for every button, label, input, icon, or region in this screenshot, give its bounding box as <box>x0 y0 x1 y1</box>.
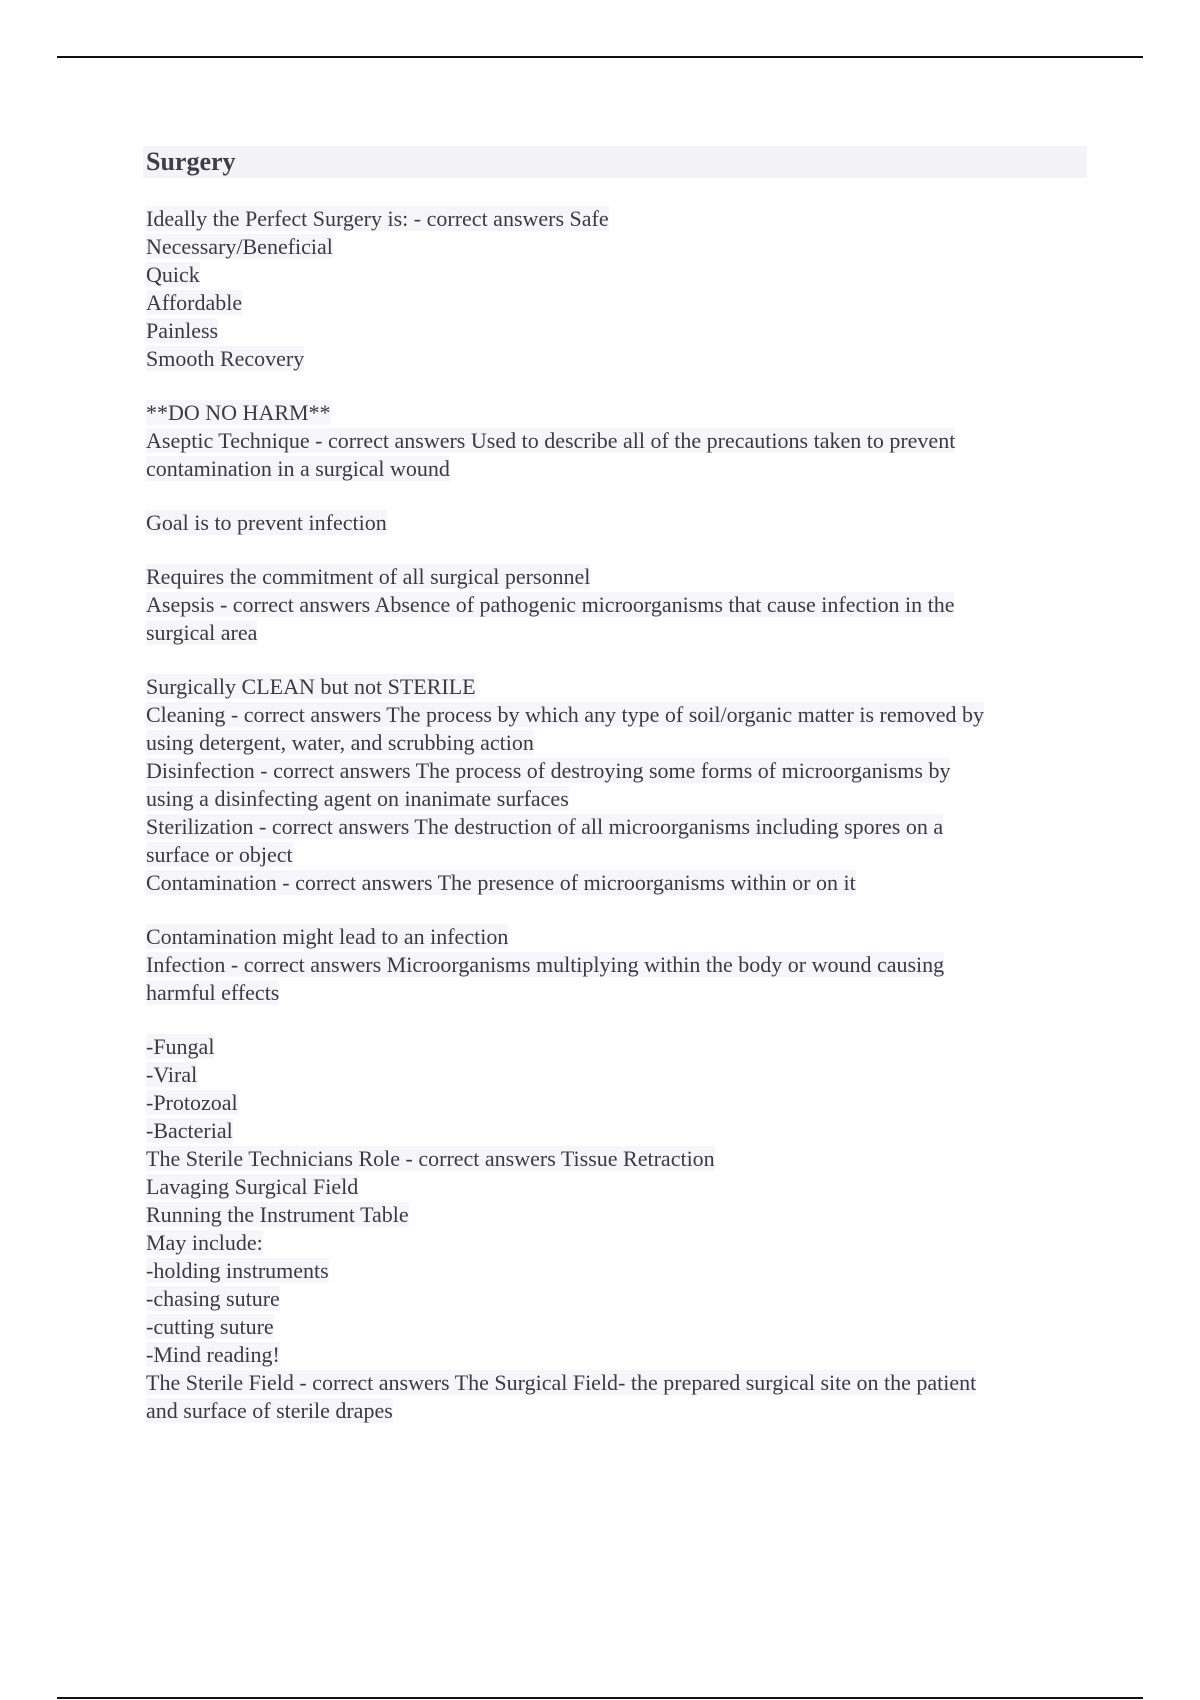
document-line <box>146 673 1086 701</box>
document-line <box>146 701 1086 729</box>
document-line <box>146 841 1086 869</box>
document-line <box>146 869 1086 897</box>
document-line <box>146 1173 1086 1201</box>
top-rule <box>57 56 1143 58</box>
paragraph-gap <box>146 537 1086 563</box>
document-line-text: The Sterile Technicians Role - correct answers Tissue Retraction <box>146 1146 715 1171</box>
document-line-text: Asepsis - correct answers Absence of pathogenic microorganisms that cause infection in the <box>146 592 955 617</box>
document-line <box>146 757 1086 785</box>
document-line-text: surface or object <box>146 842 293 867</box>
bottom-rule <box>57 1697 1143 1699</box>
paragraph-gap <box>146 647 1086 673</box>
document-line-text: and surface of sterile drapes <box>146 1398 393 1423</box>
document-line-text: -Mind reading! <box>146 1342 280 1367</box>
document-body <box>146 205 1086 1425</box>
paragraph-gap <box>146 373 1086 399</box>
document-line <box>146 1033 1086 1061</box>
document-line-text: -chasing suture <box>146 1286 280 1311</box>
document-line-text: Disinfection - correct answers The process of destroying some forms of microorganisms by <box>146 758 951 783</box>
document-line-text: Sterilization - correct answers The destruction of all microorganisms including spores on a <box>146 814 944 839</box>
document-line <box>146 317 1086 345</box>
document-line-text: Affordable <box>146 290 243 315</box>
document-line-text: The Sterile Field - correct answers The Surgical Field- the prepared surgical site on the patient <box>146 1370 977 1395</box>
document-line <box>146 563 1086 591</box>
document-line <box>146 1285 1086 1313</box>
paragraph-gap <box>146 483 1086 509</box>
document-line-text: Smooth Recovery <box>146 346 305 371</box>
page-title: Surgery <box>146 147 236 176</box>
document-line <box>146 261 1086 289</box>
document-line <box>146 233 1086 261</box>
document-line <box>146 1061 1086 1089</box>
document-line <box>146 1369 1086 1397</box>
document-line-text: Necessary/Beneficial <box>146 234 333 259</box>
document-line-text: -Viral <box>146 1062 198 1087</box>
document-line <box>146 619 1086 647</box>
document-line <box>146 813 1086 841</box>
document-line <box>146 289 1086 317</box>
document-line <box>146 1145 1086 1173</box>
document-line-text: May include: <box>146 1230 263 1255</box>
document-line-text: -holding instruments <box>146 1258 329 1283</box>
document-line-text: Lavaging Surgical Field <box>146 1174 359 1199</box>
document-line <box>146 509 1086 537</box>
document-line <box>146 1117 1086 1145</box>
document-line-text: -Bacterial <box>146 1118 233 1143</box>
document-line-text: -cutting suture <box>146 1314 274 1339</box>
document-line <box>146 455 1086 483</box>
document-line-text: Goal is to prevent infection <box>146 510 387 535</box>
document-line-text: using detergent, water, and scrubbing action <box>146 730 534 755</box>
document-line-text: **DO NO HARM** <box>146 400 331 425</box>
document-line <box>146 345 1086 373</box>
document-line <box>146 1229 1086 1257</box>
document-line <box>146 951 1086 979</box>
document-line-text: Aseptic Technique - correct answers Used to describe all of the precautions taken to prevent <box>146 428 956 453</box>
document-line <box>146 1341 1086 1369</box>
document-line-text: Contamination might lead to an infection <box>146 924 509 949</box>
document-line-text: Contamination - correct answers The presence of microorganisms within or on it <box>146 870 856 895</box>
document-line-text: Surgically CLEAN but not STERILE <box>146 674 476 699</box>
document-line-text: -Fungal <box>146 1034 215 1059</box>
document-line-text: -Protozoal <box>146 1090 238 1115</box>
document-line <box>146 1257 1086 1285</box>
document-line-text: Infection - correct answers Microorganisms multiplying within the body or wound causing <box>146 952 945 977</box>
document-line-text: Requires the commitment of all surgical personnel <box>146 564 591 589</box>
document-line <box>146 923 1086 951</box>
document-line-text: Quick <box>146 262 200 287</box>
document-line <box>146 785 1086 813</box>
document-line-text: Running the Instrument Table <box>146 1202 409 1227</box>
document-line <box>146 205 1086 233</box>
document-line <box>146 399 1086 427</box>
document-line <box>146 591 1086 619</box>
document-line-text: Painless <box>146 318 219 343</box>
document-line <box>146 1201 1086 1229</box>
title-highlight <box>143 146 1087 178</box>
paragraph-gap <box>146 897 1086 923</box>
document-line-text: contamination in a surgical wound <box>146 456 450 481</box>
document-line <box>146 979 1086 1007</box>
document-line <box>146 1089 1086 1117</box>
document-line-text: harmful effects <box>146 980 280 1005</box>
document-line-text: surgical area <box>146 620 258 645</box>
document-line <box>146 427 1086 455</box>
document-line <box>146 1313 1086 1341</box>
paragraph-gap <box>146 1007 1086 1033</box>
document-line-text: Cleaning - correct answers The process by which any type of soil/organic matter is removed by <box>146 702 984 727</box>
document-line <box>146 729 1086 757</box>
document-line-text: using a disinfecting agent on inanimate surfaces <box>146 786 569 811</box>
document-line-text: Ideally the Perfect Surgery is: - correct answers Safe <box>146 206 609 231</box>
document-line <box>146 1397 1086 1425</box>
